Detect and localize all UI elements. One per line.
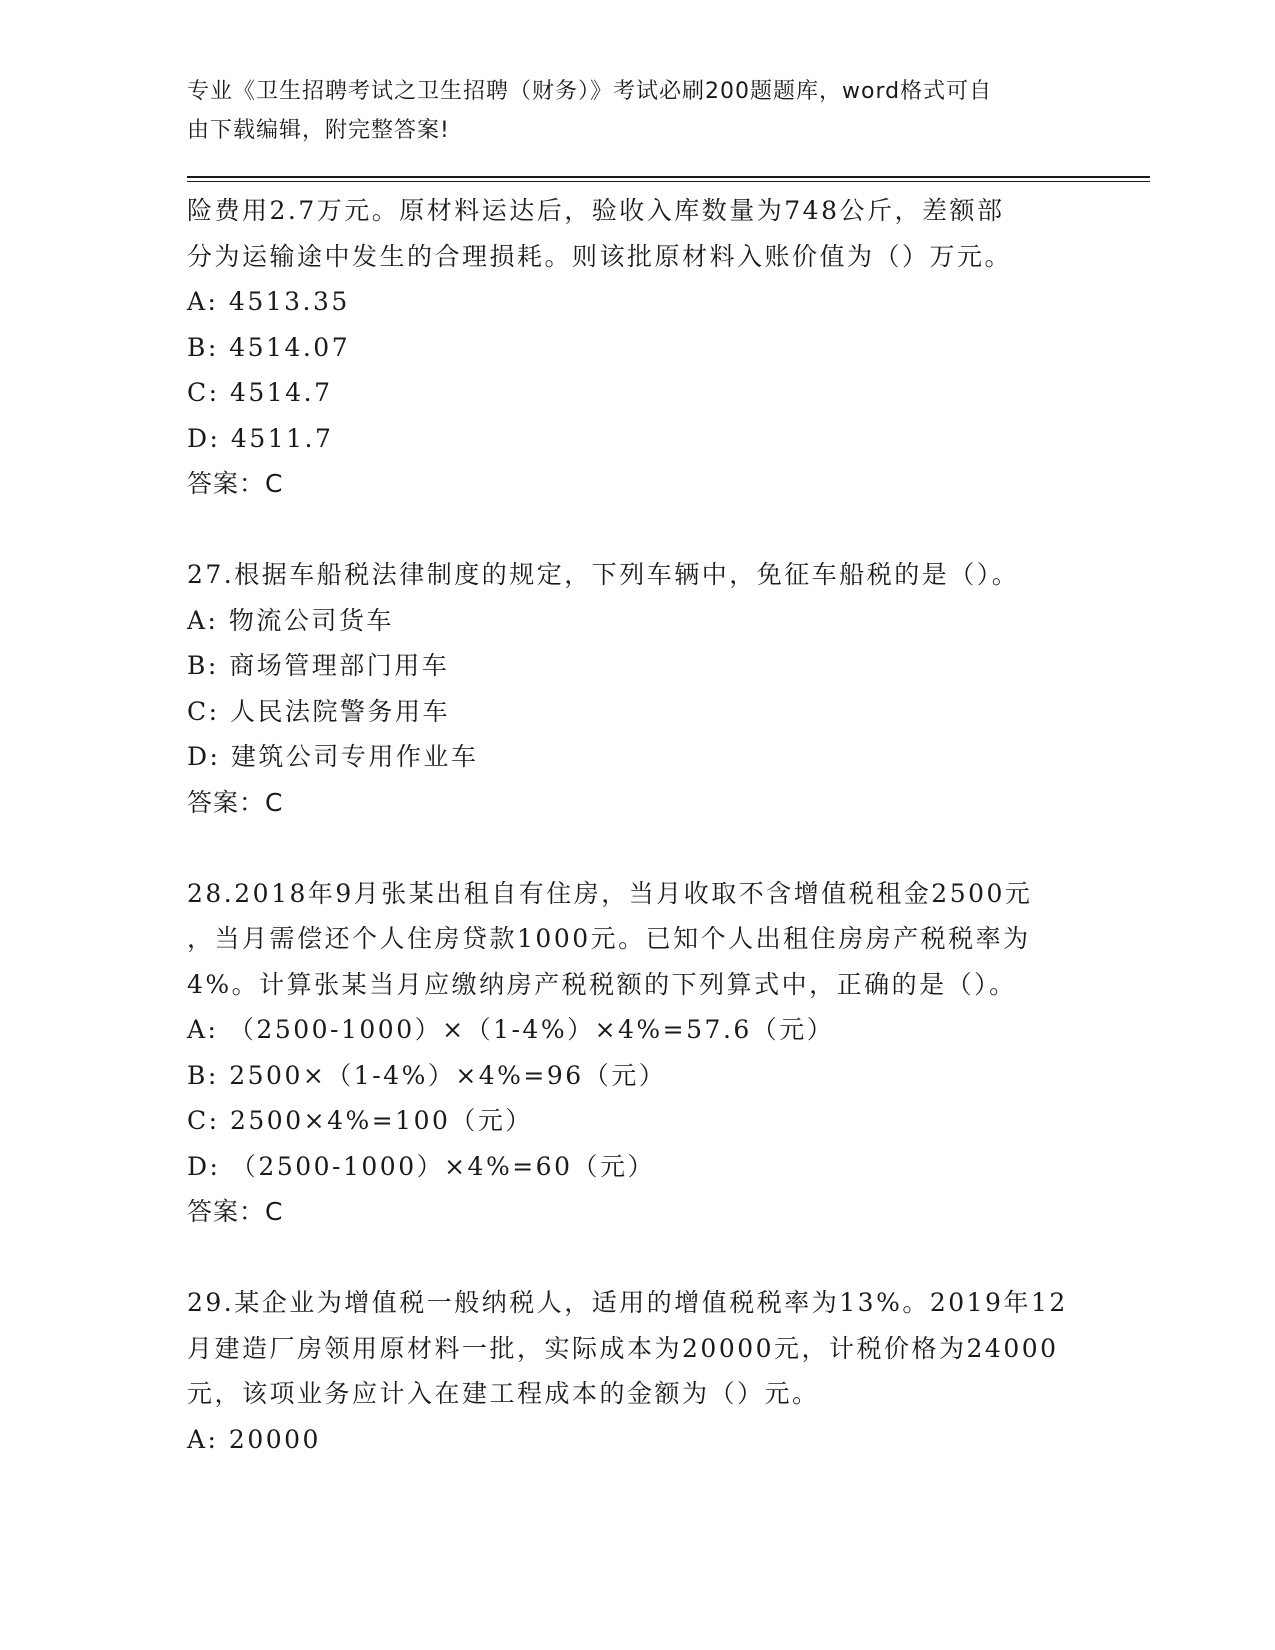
option-a: A: 20000 — [187, 1424, 321, 1454]
option-d: D: 建筑公司专用作业车 — [187, 742, 479, 771]
option-c: C: 人民法院警务用车 — [187, 696, 450, 726]
question-list — [187, 188, 1087, 1462]
question-text-line: ，当月需偿还个人住房贷款1000元。已知个人出租住房房产税税率为 — [187, 924, 1031, 953]
question-26 — [187, 188, 1087, 507]
question-spacer — [187, 825, 1087, 871]
question-text-line: 元，该项业务应计入在建工程成本的金额为（）元。 — [187, 1379, 820, 1408]
question-27 — [187, 552, 1087, 825]
answer-label: 答案：C — [187, 1197, 284, 1226]
question-text-line: 分为运输途中发生的合理损耗。则该批原材料入账价值为（）万元。 — [187, 241, 1013, 271]
option-c: C: 2500×4%=100（元） — [187, 1106, 533, 1135]
question-text-line: 28.2018年9月张某出租自有住房，当月收取不含增值税租金2500元 — [187, 878, 1033, 908]
question-spacer — [187, 507, 1087, 553]
option-a: A: （2500-1000）×（1-4%）×4%=57.6（元） — [187, 1015, 835, 1044]
question-28 — [187, 871, 1087, 1235]
option-a: A: 物流公司货车 — [187, 605, 394, 635]
answer-label: 答案：C — [187, 787, 284, 817]
option-b: B: 商场管理部门用车 — [187, 651, 450, 680]
header-line-2: 由下载编辑，附完整答案! — [187, 118, 450, 143]
option-d: D: （2500-1000）×4%=60（元） — [187, 1151, 655, 1181]
question-spacer — [187, 1235, 1087, 1281]
question-text-line: 险费用2.7万元。原材料运达后，验收入库数量为748公斤，差额部 — [187, 196, 1005, 225]
question-text-line: 29.某企业为增值税一般纳税人，适用的增值税税率为13%。2019年12 — [187, 1288, 1068, 1317]
option-c: C: 4514.7 — [187, 378, 333, 407]
question-text-line: 月建造厂房领用原材料一批，实际成本为20000元，计税价格为24000 — [187, 1333, 1059, 1363]
question-29 — [187, 1280, 1087, 1462]
option-b: B: 4514.07 — [187, 332, 351, 362]
answer-label: 答案：C — [187, 469, 284, 498]
question-text-line: 27.根据车船税法律制度的规定，下列车辆中，免征车船税的是（）。 — [187, 560, 1020, 589]
header-rule-thin — [187, 181, 1150, 182]
option-d: D: 4511.7 — [187, 423, 334, 453]
header-line-1: 专业《卫生招聘考试之卫生招聘（财务）》考试必刷200题题库，word格式可自 — [187, 79, 993, 104]
option-a: A: 4513.35 — [187, 287, 350, 316]
header-rule-thick — [187, 176, 1150, 178]
question-text-line: 4%。计算张某当月应缴纳房产税税额的下列算式中，正确的是（）。 — [187, 969, 1017, 999]
option-b: B: 2500×（1-4%）×4%=96（元） — [187, 1060, 667, 1090]
document-header — [187, 72, 1067, 150]
